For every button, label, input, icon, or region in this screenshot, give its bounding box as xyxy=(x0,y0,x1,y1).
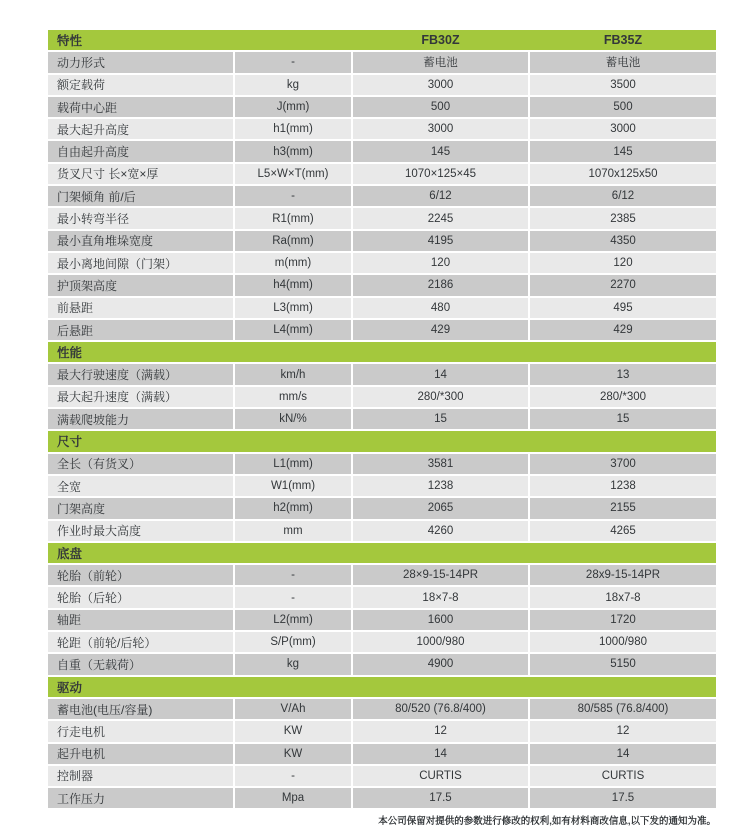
row-label: 全宽 xyxy=(48,476,233,496)
row-value-fb30z: 480 xyxy=(353,298,528,318)
table-header-row xyxy=(48,30,716,50)
table-row xyxy=(48,565,716,585)
table-row xyxy=(48,208,716,228)
row-value-fb30z: 500 xyxy=(353,97,528,117)
table-row xyxy=(48,275,716,295)
header-feature-label: 特性 xyxy=(57,34,83,49)
row-label: 额定载荷 xyxy=(48,75,233,95)
row-unit: kN/% xyxy=(235,409,351,429)
row-unit: R1(mm) xyxy=(235,208,351,228)
row-unit: Ra(mm) xyxy=(235,231,351,251)
row-value-fb30z: 6/12 xyxy=(353,186,528,206)
row-unit: kg xyxy=(235,75,351,95)
row-value-fb35z: 3000 xyxy=(530,119,716,139)
row-unit: mm xyxy=(235,521,351,541)
row-value-fb35z: 495 xyxy=(530,298,716,318)
row-value-fb30z: 18×7-8 xyxy=(353,587,528,607)
table-row xyxy=(48,699,716,719)
row-value-fb35z: 145 xyxy=(530,141,716,161)
row-value-fb35z: 12 xyxy=(530,721,716,741)
table-row xyxy=(48,587,716,607)
row-value-fb30z: 28×9-15-14PR xyxy=(353,565,528,585)
row-unit: L5×W×T(mm) xyxy=(235,164,351,184)
row-unit: kg xyxy=(235,654,351,674)
row-unit: h2(mm) xyxy=(235,498,351,518)
row-value-fb35z: 15 xyxy=(530,409,716,429)
table-row xyxy=(48,141,716,161)
table-row xyxy=(48,97,716,117)
row-value-fb35z: 4265 xyxy=(530,521,716,541)
table-row xyxy=(48,186,716,206)
row-value-fb30z: 2065 xyxy=(353,498,528,518)
row-unit: L3(mm) xyxy=(235,298,351,318)
row-value-fb35z: 2385 xyxy=(530,208,716,228)
row-value-fb35z: 1720 xyxy=(530,610,716,630)
row-label: 作业时最大高度 xyxy=(48,521,233,541)
row-value-fb35z: 2155 xyxy=(530,498,716,518)
row-value-fb30z: 14 xyxy=(353,744,528,764)
row-value-fb35z: 120 xyxy=(530,253,716,273)
row-value-fb35z: 80/585 (76.8/400) xyxy=(530,699,716,719)
row-value-fb30z: 3000 xyxy=(353,75,528,95)
disclaimer-note: 本公司保留对提供的参数进行修改的权利,如有材料商改信息,以下发的通知为准。 xyxy=(378,816,716,827)
row-value-fb30z: 蓄电池 xyxy=(353,52,528,72)
row-value-fb30z: 80/520 (76.8/400) xyxy=(353,699,528,719)
table-row xyxy=(48,454,716,474)
row-value-fb30z: 4900 xyxy=(353,654,528,674)
row-label: 轮距（前轮/后轮） xyxy=(48,632,233,652)
row-unit: L1(mm) xyxy=(235,454,351,474)
table-row xyxy=(48,387,716,407)
row-label: 货叉尺寸 长×宽×厚 xyxy=(48,164,233,184)
row-value-fb30z: 3581 xyxy=(353,454,528,474)
row-value-fb30z: 1070×125×45 xyxy=(353,164,528,184)
row-value-fb35z: 6/12 xyxy=(530,186,716,206)
table-row xyxy=(48,744,716,764)
row-label: 控制器 xyxy=(48,766,233,786)
row-value-fb30z: 4195 xyxy=(353,231,528,251)
row-value-fb35z: 2270 xyxy=(530,275,716,295)
table-body xyxy=(48,52,716,808)
row-unit: V/Ah xyxy=(235,699,351,719)
row-unit: h3(mm) xyxy=(235,141,351,161)
row-unit: W1(mm) xyxy=(235,476,351,496)
table-row xyxy=(48,75,716,95)
row-label: 后悬距 xyxy=(48,320,233,340)
row-unit: - xyxy=(235,52,351,72)
row-label: 门架倾角 前/后 xyxy=(48,186,233,206)
table-row xyxy=(48,721,716,741)
row-unit: - xyxy=(235,565,351,585)
header-unit-spacer xyxy=(235,30,351,50)
row-label: 最小转弯半径 xyxy=(48,208,233,228)
row-label: 满载爬坡能力 xyxy=(48,409,233,429)
table-row xyxy=(48,253,716,273)
table-row xyxy=(48,364,716,384)
row-value-fb35z: 14 xyxy=(530,744,716,764)
row-label: 前悬距 xyxy=(48,298,233,318)
row-value-fb35z: 4350 xyxy=(530,231,716,251)
table-row xyxy=(48,788,716,808)
row-unit: mm/s xyxy=(235,387,351,407)
row-label: 载荷中心距 xyxy=(48,97,233,117)
row-unit: Mpa xyxy=(235,788,351,808)
row-value-fb30z: 1600 xyxy=(353,610,528,630)
table-row xyxy=(48,320,716,340)
row-value-fb35z: 5150 xyxy=(530,654,716,674)
row-label: 最大行驶速度（满载） xyxy=(48,364,233,384)
table-row xyxy=(48,766,716,786)
forklift-spec-table xyxy=(48,30,716,810)
row-value-fb35z: 3500 xyxy=(530,75,716,95)
row-unit: h1(mm) xyxy=(235,119,351,139)
row-unit: KW xyxy=(235,744,351,764)
row-label: 轴距 xyxy=(48,610,233,630)
section-header-drive: 驱动 xyxy=(48,677,716,697)
table-row xyxy=(48,521,716,541)
row-value-fb35z: 蓄电池 xyxy=(530,52,716,72)
table-row xyxy=(48,52,716,72)
row-unit: L4(mm) xyxy=(235,320,351,340)
row-value-fb30z: 280/*300 xyxy=(353,387,528,407)
row-value-fb35z: CURTIS xyxy=(530,766,716,786)
row-label: 蓄电池(电压/容量) xyxy=(48,699,233,719)
row-value-fb30z: 3000 xyxy=(353,119,528,139)
row-label: 动力形式 xyxy=(48,52,233,72)
row-unit: km/h xyxy=(235,364,351,384)
section-header-performance: 性能 xyxy=(48,342,716,362)
row-value-fb35z: 18x7-8 xyxy=(530,587,716,607)
table-row xyxy=(48,231,716,251)
row-label: 护顶架高度 xyxy=(48,275,233,295)
row-value-fb35z: 17.5 xyxy=(530,788,716,808)
row-value-fb35z: 429 xyxy=(530,320,716,340)
row-value-fb30z: 429 xyxy=(353,320,528,340)
row-value-fb30z: 14 xyxy=(353,364,528,384)
row-label: 最小直角堆垛宽度 xyxy=(48,231,233,251)
row-label: 轮胎（前轮） xyxy=(48,565,233,585)
row-value-fb35z: 3700 xyxy=(530,454,716,474)
row-value-fb30z: 15 xyxy=(353,409,528,429)
row-label: 最大起升高度 xyxy=(48,119,233,139)
table-row xyxy=(48,164,716,184)
row-label: 全长（有货叉） xyxy=(48,454,233,474)
row-label: 最小离地间隙（门架） xyxy=(48,253,233,273)
row-unit: m(mm) xyxy=(235,253,351,273)
row-value-fb30z: CURTIS xyxy=(353,766,528,786)
row-value-fb35z: 1070x125x50 xyxy=(530,164,716,184)
table-row xyxy=(48,119,716,139)
row-label: 自由起升高度 xyxy=(48,141,233,161)
row-value-fb30z: 1000/980 xyxy=(353,632,528,652)
row-label: 轮胎（后轮） xyxy=(48,587,233,607)
row-value-fb30z: 120 xyxy=(353,253,528,273)
row-value-fb35z: 280/*300 xyxy=(530,387,716,407)
row-value-fb30z: 2245 xyxy=(353,208,528,228)
table-row xyxy=(48,476,716,496)
table-row xyxy=(48,498,716,518)
row-unit: J(mm) xyxy=(235,97,351,117)
row-value-fb35z: 28x9-15-14PR xyxy=(530,565,716,585)
row-value-fb35z: 500 xyxy=(530,97,716,117)
row-unit: L2(mm) xyxy=(235,610,351,630)
table-row xyxy=(48,654,716,674)
row-label: 起升电机 xyxy=(48,744,233,764)
section-header-dimensions: 尺寸 xyxy=(48,431,716,451)
table-row xyxy=(48,632,716,652)
row-value-fb30z: 4260 xyxy=(353,521,528,541)
row-label: 最大起升速度（满载） xyxy=(48,387,233,407)
table-row xyxy=(48,298,716,318)
row-unit: - xyxy=(235,587,351,607)
row-value-fb30z: 2186 xyxy=(353,275,528,295)
row-value-fb35z: 1238 xyxy=(530,476,716,496)
row-label: 工作压力 xyxy=(48,788,233,808)
row-label: 门架高度 xyxy=(48,498,233,518)
row-value-fb35z: 1000/980 xyxy=(530,632,716,652)
section-header-chassis: 底盘 xyxy=(48,543,716,563)
row-label: 自重（无载荷） xyxy=(48,654,233,674)
row-value-fb35z: 13 xyxy=(530,364,716,384)
row-value-fb30z: 17.5 xyxy=(353,788,528,808)
row-unit: - xyxy=(235,186,351,206)
row-unit: S/P(mm) xyxy=(235,632,351,652)
row-unit: - xyxy=(235,766,351,786)
row-value-fb30z: 1238 xyxy=(353,476,528,496)
row-label: 行走电机 xyxy=(48,721,233,741)
header-model-fb35z: FB35Z xyxy=(603,33,643,48)
row-value-fb30z: 12 xyxy=(353,721,528,741)
table-row xyxy=(48,409,716,429)
table-row xyxy=(48,610,716,630)
row-unit: KW xyxy=(235,721,351,741)
row-value-fb30z: 145 xyxy=(353,141,528,161)
row-unit: h4(mm) xyxy=(235,275,351,295)
header-model-fb30z: FB30Z xyxy=(421,33,460,48)
